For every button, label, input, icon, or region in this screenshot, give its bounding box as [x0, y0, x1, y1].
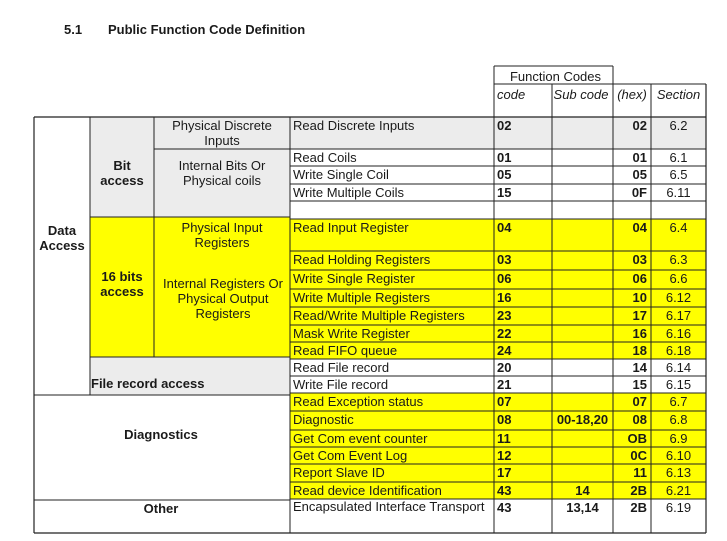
- hex-code: 0F: [631, 185, 647, 200]
- function-name: Write Single Register: [293, 271, 415, 286]
- hex-code: 16: [632, 326, 647, 341]
- function-code: 24: [497, 343, 512, 358]
- hex-code: 10: [632, 290, 647, 305]
- function-code: 03: [497, 252, 512, 267]
- function-name: Report Slave ID: [293, 465, 385, 480]
- function-code: 17: [497, 465, 512, 480]
- function-name: Read Input Register: [293, 220, 409, 235]
- section-title: Public Function Code Definition: [108, 22, 306, 37]
- hex-code: 0C: [630, 448, 647, 463]
- physical-discrete-inputs-label: Physical Discrete Inputs: [172, 118, 272, 148]
- function-name: Get Com Event Log: [293, 448, 408, 463]
- section-ref: 6.15: [665, 377, 692, 392]
- hex-code: 11: [633, 465, 647, 480]
- function-name: Write File record: [293, 377, 389, 392]
- function-name: Read device Identification: [293, 483, 442, 498]
- row-background: [290, 201, 706, 219]
- section-ref: 6.18: [665, 343, 692, 358]
- function-code: 15: [497, 185, 512, 200]
- hex-code: 05: [632, 167, 647, 182]
- function-name: Read FIFO queue: [293, 343, 398, 358]
- section-ref: 6.19: [665, 500, 692, 515]
- function-code: 05: [497, 167, 512, 182]
- hex-code: 04: [632, 220, 647, 235]
- function-name: Mask Write Register: [293, 326, 410, 341]
- function-code: 20: [497, 360, 512, 375]
- function-name: Get Com event counter: [293, 431, 428, 446]
- function-name: Read Discrete Inputs: [293, 118, 415, 133]
- function-code: 01: [497, 150, 512, 165]
- section-ref: 6.1: [669, 150, 688, 165]
- section-header: Section: [656, 87, 701, 102]
- hex-code: 2B: [630, 500, 647, 515]
- data-access-label: Data Access: [39, 223, 85, 253]
- hex-code: 08: [632, 412, 647, 427]
- section-ref: 6.2: [669, 118, 688, 133]
- hex-code: 03: [632, 252, 647, 267]
- sub-code: 00-18,20: [556, 412, 609, 427]
- hex-code: 17: [632, 308, 647, 323]
- function-code: 08: [497, 412, 512, 427]
- function-name: Read File record: [293, 360, 390, 375]
- diagnostics-label: Diagnostics: [124, 427, 198, 442]
- section-ref: 6.17: [665, 308, 692, 323]
- function-code: 21: [497, 377, 512, 392]
- function-code: 22: [497, 326, 512, 341]
- internal-bits-label: Internal Bits Or Physical coils: [178, 158, 266, 188]
- function-name: Read Coils: [293, 150, 357, 165]
- 16-bits-access-label: 16 bits access: [100, 269, 144, 299]
- section-ref: 6.3: [669, 252, 688, 267]
- section-ref: 6.10: [665, 448, 692, 463]
- function-code: 04: [497, 220, 512, 235]
- function-name: Read/Write Multiple Registers: [293, 308, 465, 323]
- sub-code: 14: [575, 483, 590, 498]
- function-code: 43: [497, 500, 512, 515]
- code-header: code: [497, 87, 526, 102]
- function-name: Read Holding Registers: [293, 252, 431, 267]
- sub-code-header: Sub code: [553, 87, 609, 102]
- file-record-access-label: File record access: [91, 376, 205, 391]
- section-ref: 6.5: [669, 167, 688, 182]
- section-ref: 6.11: [666, 185, 691, 200]
- section-ref: 6.12: [665, 290, 692, 305]
- function-code: 02: [497, 118, 512, 133]
- section-ref: 6.8: [669, 412, 688, 427]
- section-ref: 6.7: [669, 394, 688, 409]
- data-access-bg: [34, 117, 90, 500]
- function-code: 16: [497, 290, 512, 305]
- hex-code: 2B: [630, 483, 647, 498]
- function-name: Encapsulated Interface Transport: [293, 500, 485, 514]
- function-name: Write Multiple Registers: [293, 290, 431, 305]
- section-ref: 6.14: [665, 360, 692, 375]
- hex-code: 01: [632, 150, 647, 165]
- section-ref: 6.9: [669, 431, 688, 446]
- physical-input-registers-label: Physical Input Registers: [181, 220, 263, 250]
- internal-registers-label: Internal Registers Or Physical Output Registers: [163, 276, 283, 321]
- hex-code: OB: [627, 431, 647, 446]
- hex-code: 07: [632, 394, 647, 409]
- section-ref: 6.6: [669, 271, 688, 286]
- function-code: 23: [497, 308, 512, 323]
- hex-code: 06: [632, 271, 647, 286]
- function-code: 11: [497, 431, 511, 446]
- hex-header: (hex): [617, 87, 647, 102]
- section-ref: 6.4: [669, 220, 688, 235]
- hex-code: 18: [632, 343, 647, 358]
- function-name: Write Multiple Coils: [293, 185, 405, 200]
- section-ref: 6.21: [665, 483, 692, 498]
- hex-code: 02: [632, 118, 647, 133]
- function-code: 12: [497, 448, 512, 463]
- section-ref: 6.16: [665, 326, 692, 341]
- other-label: Other: [143, 501, 179, 516]
- bit-access-label: Bit access: [100, 158, 144, 188]
- sub-code: 13,14: [566, 500, 599, 515]
- section-ref: 6.13: [665, 465, 692, 480]
- function-codes-header: Function Codes: [509, 69, 602, 84]
- function-name: Diagnostic: [293, 412, 354, 427]
- hex-code: 14: [632, 360, 647, 375]
- hex-code: 15: [632, 377, 647, 392]
- section-number: 5.1: [64, 22, 83, 37]
- function-code: 43: [497, 483, 512, 498]
- function-name: Write Single Coil: [293, 167, 389, 182]
- function-name: Read Exception status: [293, 394, 424, 409]
- function-code: 06: [497, 271, 512, 286]
- function-code: 07: [497, 394, 512, 409]
